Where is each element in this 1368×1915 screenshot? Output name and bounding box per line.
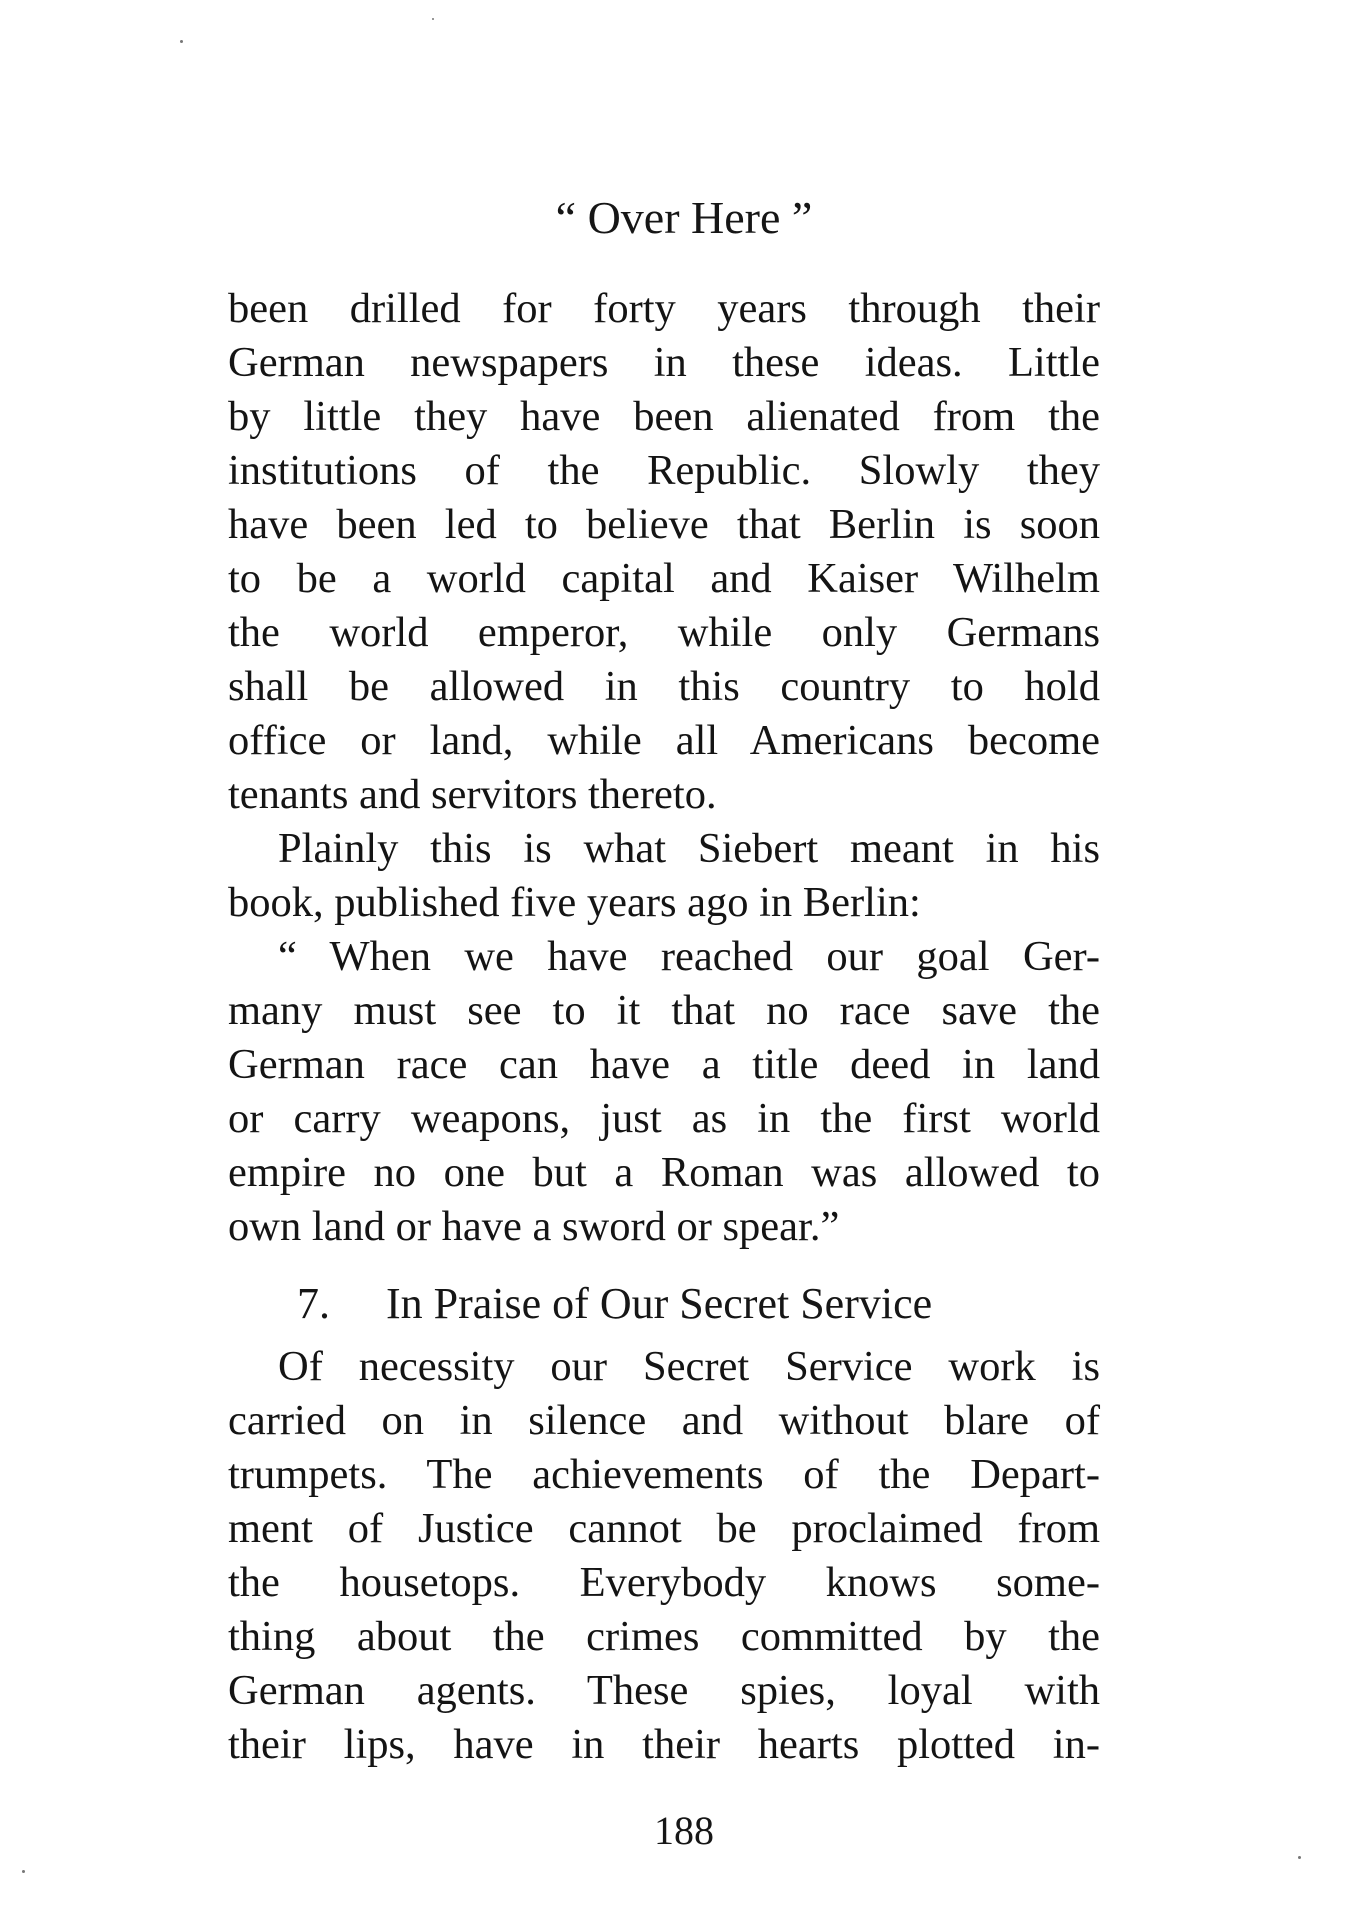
text-line: thing about the crimes committed by the <box>228 1613 1100 1660</box>
running-head: “ Over Here ” <box>555 192 813 243</box>
text-line: Plainly this is what Siebert meant in his <box>278 825 1100 872</box>
quote-line: own land or have a sword or spear.” <box>228 1203 840 1250</box>
text-line: German agents. These spies, loyal with <box>228 1667 1100 1714</box>
text-line: Of necessity our Secret Service work is <box>278 1343 1100 1390</box>
text-line: office or land, while all Americans become <box>228 717 1100 764</box>
text-line: the housetops. Everybody knows some- <box>228 1559 1100 1606</box>
text-line: have been led to believe that Berlin is soon <box>228 501 1100 548</box>
section-title: In Praise of Our Secret Service <box>386 1279 933 1328</box>
quote-line: “ When we have reached our goal Ger- <box>278 933 1100 980</box>
page-number: 188 <box>654 1808 714 1853</box>
paper-speck <box>180 40 183 43</box>
paper-speck <box>22 1870 25 1873</box>
paragraphs-bottom <box>228 1340 1100 1772</box>
text-line: to be a world capital and Kaiser Wilhelm <box>228 555 1100 602</box>
text-line: German newspapers in these ideas. Little <box>228 339 1100 386</box>
paragraphs-top <box>228 282 1100 1254</box>
paper-speck <box>432 18 434 20</box>
text-line: their lips, have in their hearts plotted in- <box>228 1721 1100 1768</box>
quote-line: German race can have a title deed in land <box>228 1041 1100 1088</box>
text-line: tenants and servitors thereto. <box>228 771 717 818</box>
text-line: by little they have been alienated from the <box>228 393 1100 440</box>
text-line: institutions of the Republic. Slowly they <box>228 447 1100 494</box>
text-line: the world emperor, while only Germans <box>228 609 1100 656</box>
section-number: 7. <box>297 1279 330 1328</box>
text-line: ment of Justice cannot be proclaimed from <box>228 1505 1100 1552</box>
paper-speck <box>1298 1856 1301 1859</box>
text-line: been drilled for forty years through their <box>228 285 1100 332</box>
quote-line: many must see to it that no race save the <box>228 987 1100 1034</box>
quote-line: or carry weapons, just as in the first world <box>228 1095 1100 1142</box>
text-line: book, published five years ago in Berlin: <box>228 879 921 926</box>
quote-line: empire no one but a Roman was allowed to <box>228 1149 1100 1196</box>
text-line: carried on in silence and without blare of <box>228 1397 1100 1444</box>
text-line: shall be allowed in this country to hold <box>228 663 1100 710</box>
text-line: trumpets. The achievements of the Depart- <box>228 1451 1100 1498</box>
